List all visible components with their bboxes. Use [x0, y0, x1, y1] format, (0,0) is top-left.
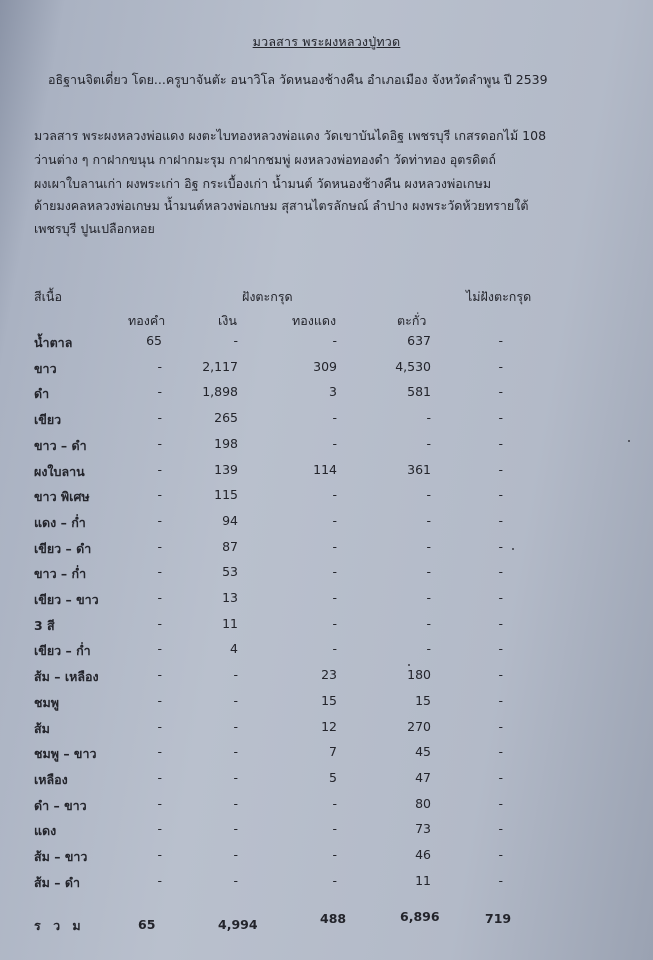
subheader-lead: ตะกั่ว [397, 313, 427, 328]
total-copper: 488 [320, 911, 347, 926]
header-color: สีเนื้อ [34, 289, 62, 304]
table-cell: 80 [415, 796, 431, 811]
row-label: ส้ม [34, 721, 50, 736]
table-cell: - [498, 796, 503, 811]
total-label: ร ว ม [34, 918, 85, 933]
paper-speck [408, 664, 410, 666]
table-cell: 13 [222, 590, 238, 605]
row-label: แดง [34, 823, 57, 838]
table-cell: 198 [214, 436, 238, 451]
table-cell: - [498, 641, 503, 656]
table-cell: - [233, 667, 238, 682]
table-cell: 7 [329, 744, 337, 759]
table-cell: - [498, 333, 503, 348]
materials-line: เพชรบุรี ปูนเปลือกหอย [34, 221, 155, 236]
table-cell: - [426, 410, 431, 425]
table-cell: - [332, 616, 337, 631]
table-cell: - [426, 616, 431, 631]
table-cell: - [498, 744, 503, 759]
table-cell: 309 [313, 359, 337, 374]
total-not-inlaid: 719 [485, 911, 512, 926]
table-cell: 361 [407, 462, 431, 477]
table-cell: - [233, 873, 238, 888]
materials-line: ว่านต่าง ๆ กาฝากขนุน กาฝากมะรุม กาฝากชมพู่ ผงหลวงพ่อทองดำ วัดท่าทอง อุตรดิตถ์ [34, 152, 496, 167]
blessing-line: อธิฐานจิตเดี่ยว โดย...ครูบาจันตัะ อนาวิโล วัดหนองช้างคืน อำเภอเมือง จังหวัดลำพูน ปี 2539 [48, 72, 548, 87]
table-cell: - [157, 796, 162, 811]
table-cell: - [498, 590, 503, 605]
row-label: ดำ – ขาว [34, 798, 87, 813]
table-cell: - [233, 770, 238, 785]
table-cell: - [426, 564, 431, 579]
table-cell: - [332, 410, 337, 425]
row-label: น้ำตาล [34, 335, 73, 350]
table-cell: 94 [222, 513, 238, 528]
paper-speck [512, 548, 514, 550]
row-label: 3 สี [34, 618, 55, 633]
header-not-inlaid: ไม่ฝังตะกรุด [466, 289, 532, 304]
row-label: ชมพู – ขาว [34, 746, 97, 761]
table-cell: - [498, 564, 503, 579]
table-cell: - [426, 513, 431, 528]
table-cell: 3 [329, 384, 337, 399]
table-cell: 180 [407, 667, 431, 682]
row-label: ดำ [34, 386, 50, 401]
table-cell: - [498, 462, 503, 477]
table-cell: - [157, 436, 162, 451]
total-silver: 4,994 [218, 917, 258, 932]
table-cell: - [332, 333, 337, 348]
table-cell: 265 [214, 410, 238, 425]
table-cell: - [426, 487, 431, 502]
materials-line: มวลสาร พระผงหลวงพ่อแดง ผงตะไบทองหลวงพ่อแดง วัดเขาบันไดอิฐ เพชรบุรี เกสรดอกไม้ 108 [34, 128, 547, 143]
row-label: ขาว – ดำ [34, 438, 87, 453]
row-label: เหลือง [34, 772, 68, 787]
table-cell: - [157, 667, 162, 682]
table-cell: - [498, 719, 503, 734]
total-gold: 65 [138, 917, 156, 932]
row-label: เขียว – ดำ [34, 541, 92, 556]
table-cell: - [332, 873, 337, 888]
header-inlaid: ฝังตะกรุด [242, 289, 293, 304]
table-cell: - [157, 770, 162, 785]
table-cell: 87 [222, 539, 238, 554]
table-cell: 46 [415, 847, 431, 862]
table-cell: - [498, 770, 503, 785]
table-cell: - [498, 616, 503, 631]
table-cell: - [157, 744, 162, 759]
table-cell: - [426, 539, 431, 554]
row-label: ขาว – ก่ำ [34, 566, 87, 581]
table-cell: - [157, 616, 162, 631]
table-cell: 270 [407, 719, 431, 734]
table-cell: - [233, 693, 238, 708]
table-cell: - [233, 821, 238, 836]
table-cell: - [426, 590, 431, 605]
table-cell: - [498, 384, 503, 399]
table-cell: - [233, 719, 238, 734]
table-cell: - [157, 487, 162, 502]
table-cell: - [498, 873, 503, 888]
table-cell: - [157, 539, 162, 554]
table-cell: - [157, 873, 162, 888]
table-cell: - [332, 564, 337, 579]
table-cell: - [498, 667, 503, 682]
table-cell: 139 [214, 462, 238, 477]
table-cell: 73 [415, 821, 431, 836]
table-cell: - [157, 462, 162, 477]
table-cell: 115 [214, 487, 238, 502]
table-cell: - [426, 641, 431, 656]
table-cell: - [332, 539, 337, 554]
table-cell: - [332, 513, 337, 528]
subheader-silver: เงิน [218, 313, 237, 328]
table-cell: 11 [222, 616, 238, 631]
row-label: ชมพู [34, 695, 59, 710]
table-cell: 15 [415, 693, 431, 708]
table-cell: - [498, 513, 503, 528]
row-label: ขาว พิเศษ [34, 489, 90, 504]
table-cell: 1,898 [202, 384, 238, 399]
table-cell: - [498, 539, 503, 554]
table-cell: - [157, 359, 162, 374]
row-label: เขียว – ขาว [34, 592, 99, 607]
row-label: ขาว [34, 361, 57, 376]
table-cell: 45 [415, 744, 431, 759]
document-title: มวลสาร พระผงหลวงปู่ทวด [252, 34, 401, 49]
table-cell: 4,530 [395, 359, 431, 374]
table-cell: 47 [415, 770, 431, 785]
table-cell: - [157, 693, 162, 708]
table-cell: - [157, 590, 162, 605]
table-cell: - [498, 487, 503, 502]
subheader-copper: ทองแดง [292, 313, 337, 328]
table-cell: - [157, 821, 162, 836]
table-cell: - [157, 384, 162, 399]
table-cell: - [157, 719, 162, 734]
table-cell: - [332, 487, 337, 502]
table-cell: 581 [407, 384, 431, 399]
paper-speck [628, 440, 630, 442]
table-cell: - [498, 436, 503, 451]
total-lead: 6,896 [400, 909, 440, 924]
table-cell: 114 [313, 462, 337, 477]
row-label: เขียว – ก่ำ [34, 643, 91, 658]
table-cell: - [498, 693, 503, 708]
table-cell: 5 [329, 770, 337, 785]
table-cell: - [332, 590, 337, 605]
table-cell: 2,117 [202, 359, 238, 374]
table-cell: 637 [407, 333, 431, 348]
table-cell: - [498, 847, 503, 862]
row-label: ส้ม – ดำ [34, 875, 80, 890]
table-cell: - [332, 847, 337, 862]
table-cell: 65 [146, 333, 162, 348]
table-cell: - [426, 436, 431, 451]
table-cell: - [332, 641, 337, 656]
row-label: เขียว [34, 412, 62, 427]
table-cell: 15 [321, 693, 337, 708]
table-cell: - [332, 821, 337, 836]
table-cell: - [157, 564, 162, 579]
table-cell: 12 [321, 719, 337, 734]
table-cell: - [332, 436, 337, 451]
table-cell: - [157, 410, 162, 425]
row-label: แดง – ก่ำ [34, 515, 86, 530]
subheader-gold: ทองคำ [128, 313, 166, 328]
table-cell: - [233, 744, 238, 759]
table-cell: - [157, 513, 162, 528]
materials-line: ด้ายมงคลหลวงพ่อเกษม น้ำมนต์หลวงพ่อเกษม สุสานไตรลักษณ์ ลำปาง ผงพระวัดห้วยทรายใต้ [34, 198, 529, 213]
table-cell: 4 [230, 641, 238, 656]
row-label: ผงใบลาน [34, 464, 85, 479]
row-label: ส้ม – เหลือง [34, 669, 99, 684]
table-cell: - [332, 796, 337, 811]
table-cell: - [498, 821, 503, 836]
table-cell: - [233, 796, 238, 811]
table-cell: 23 [321, 667, 337, 682]
materials-line: ผงเผาใบลานเก่า ผงพระเก่า อิฐ กระเบื้องเก่า น้ำมนต์ วัดหนองช้างคืน ผงหลวงพ่อเกษม [34, 176, 492, 191]
table-cell: - [498, 410, 503, 425]
table-cell: 53 [222, 564, 238, 579]
table-cell: - [233, 333, 238, 348]
table-cell: - [157, 847, 162, 862]
table-cell: - [157, 641, 162, 656]
table-cell: 11 [415, 873, 431, 888]
table-cell: - [498, 359, 503, 374]
row-label: ส้ม – ขาว [34, 849, 88, 864]
table-cell: - [233, 847, 238, 862]
